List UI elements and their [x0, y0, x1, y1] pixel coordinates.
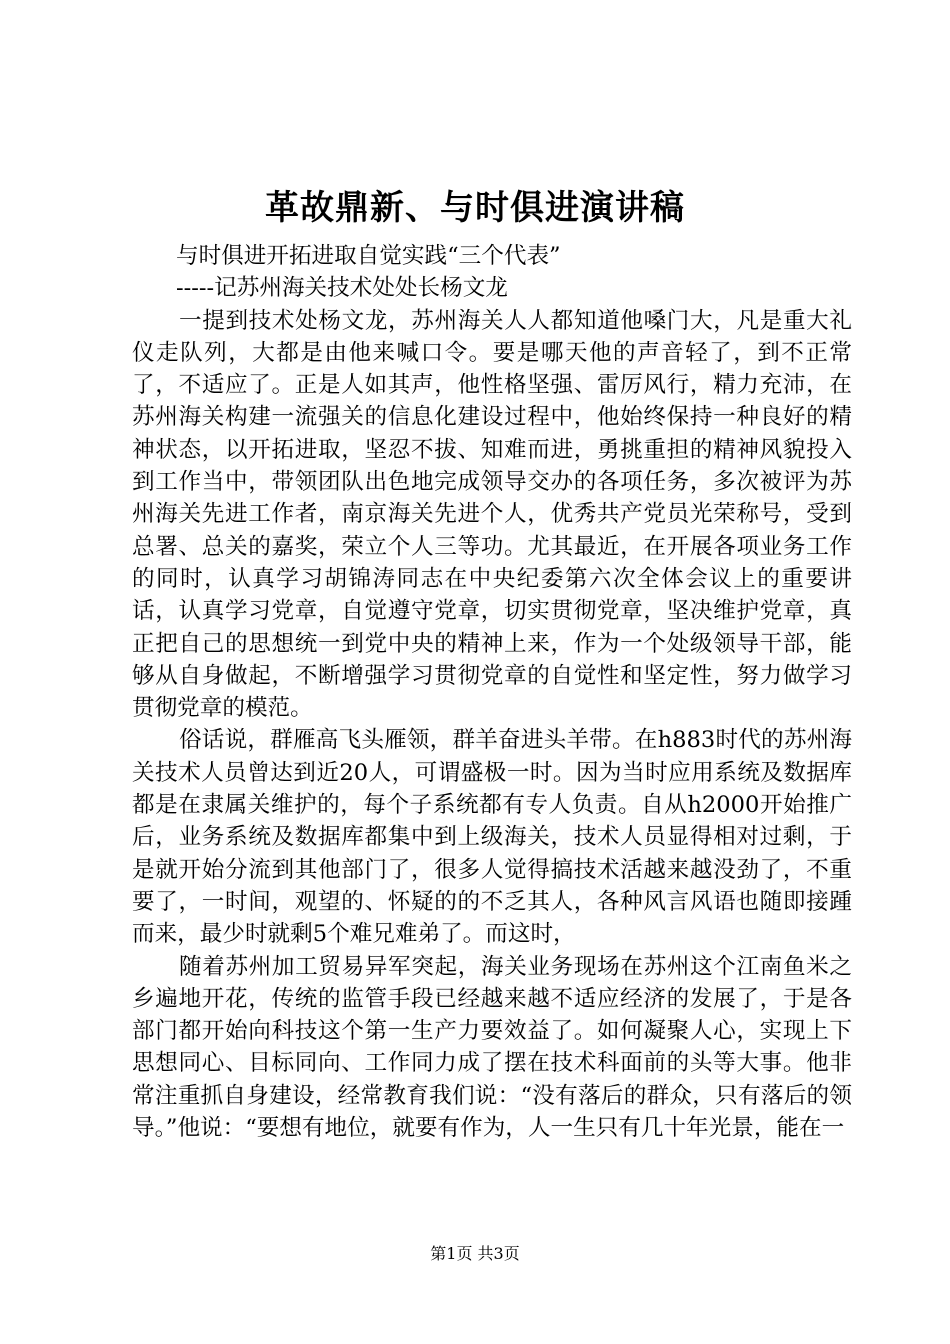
- paragraph: 随着苏州加工贸易异军突起，海关业务现场在苏州这个江南鱼米之乡遍地开花，传统的监管手段已经越来越不适应经济的发展了，于是各部门都开始向科技这个第一生产力要效益了。如何凝聚人心，实现上下思想同心、目标同向、工作同力成了摆在技术科面前的头等大事。他非常注重抓自身建设，经常教育我们说：“没有落后的群众，只有落后的领导。”他说：“要想有地位，就要有作为，人一生只有几十年光景，能在一: [132, 953, 852, 1142]
- paragraph: 一提到技术处杨文龙，苏州海关人人都知道他嗓门大，凡是重大礼仪走队列，大都是由他来喊口令。要是哪天他的声音轻了，到不正常了，不适应了。正是人如其声，他性格坚强、雷厉风行，精力充沛，在苏州海关构建一流强关的信息化建设过程中，他始终保持一种良好的精神状态，以开拓进取，坚忍不拔、知难而进，勇挑重担的精神风貌投入到工作当中，带领团队出色地完成领导交办的各项任务，多次被评为苏州海关先进工作者，南京海关先进个人，优秀共产党员光荣称号，受到总署、总关的嘉奖，荣立个人三等功。尤其最近，在开展各项业务工作的同时，认真学习胡锦涛同志在中央纪委第六次全体会议上的重要讲话，认真学习党章，自觉遵守党章，切实贯彻党章，坚决维护党章，真正把自己的思想统一到党中央的精神上来，作为一个处级领导干部，能够从自身做起，不断增强学习贯彻党章的自觉性和坚定性，努力做学习贯彻党章的模范。: [132, 307, 852, 722]
- document-byline: -----记苏州海关技术处处长杨文龙: [176, 275, 508, 302]
- document-subtitle: 与时俱进开拓进取自觉实践“三个代表”: [176, 243, 561, 269]
- page-number-footer: 第1页 共3页: [430, 1244, 520, 1263]
- paragraph: 俗话说，群雁高飞头雁领，群羊奋进头羊带。在h883时代的苏州海关技术人员曾达到近20人，可谓盛极一时。因为当时应用系统及数据库都是在隶属关维护的，每个子系统都有专人负责。自从h2000开始推广后，业务系统及数据库都集中到上级海关，技术人员显得相对过剩，于是就开始分流到其他部门了，很多人觉得搞技术活越来越没劲了，不重要了，一时间，观望的、怀疑的的不乏其人，各种风言风语也随即接踵而来，最少时就剩5个难兄难弟了。而这时，: [132, 727, 852, 948]
- document-body: [132, 240, 852, 1144]
- document-title: 革故鼎新、与时俱进演讲稿: [265, 188, 685, 228]
